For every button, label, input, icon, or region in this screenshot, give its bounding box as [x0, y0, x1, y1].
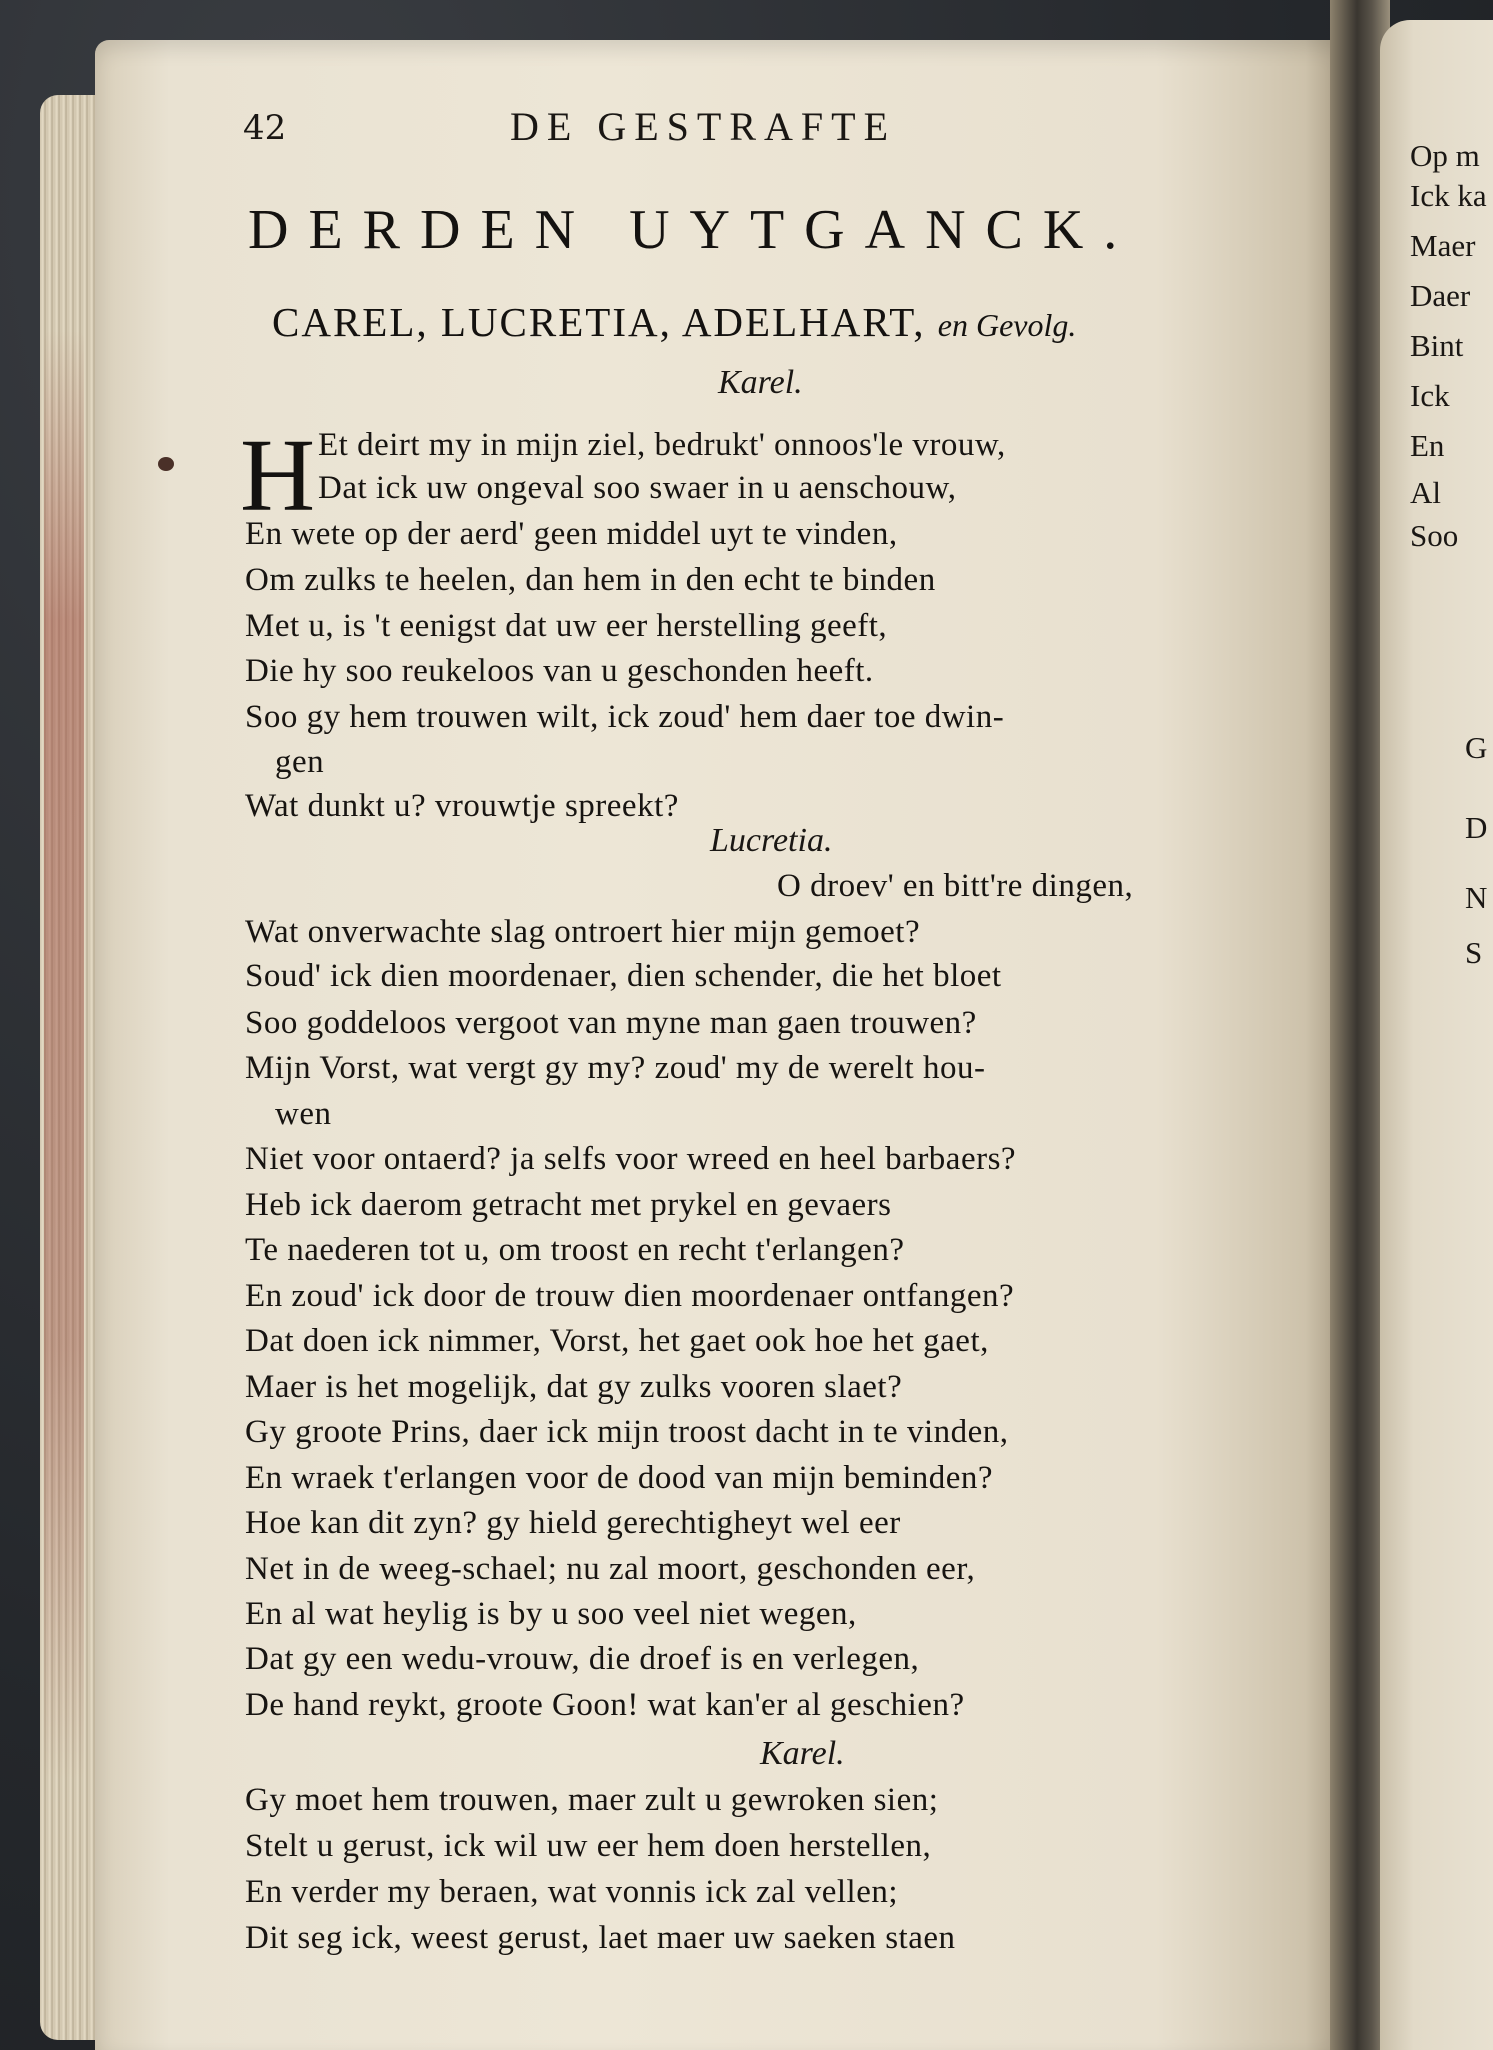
edge-stain [44, 330, 84, 1780]
verse-line: En wete op der aerd' geen middel uyt te vinden, [245, 516, 898, 552]
page-number: 42 [243, 108, 287, 148]
facing-page-fragment: Ick ka [1410, 178, 1487, 213]
verse-line: Maer is het mogelijk, dat gy zulks vooren slaet? [245, 1369, 903, 1405]
verse-line: Heb ick daerom getracht met prykel en gevaers [245, 1187, 892, 1223]
verse-line: Net in de weeg-schael; nu zal moort, geschonden eer, [245, 1551, 976, 1587]
cast-followers: en Gevolg. [937, 307, 1077, 343]
facing-page-fragment: En [1410, 428, 1445, 463]
scene-title: DERDEN UYTGANCK. [248, 199, 1138, 261]
speaker-lucretia: Lucretia. [710, 822, 833, 859]
verse-line: Et deirt my in mijn ziel, bedrukt' onnoos'le vrouw, [318, 427, 1006, 463]
verse-line: En zoud' ick door de trouw dien moordenaer ontfangen? [245, 1278, 1015, 1314]
verse-line: En verder my beraen, wat vonnis ick zal vellen; [245, 1874, 899, 1910]
facing-page-fragment: Maer [1410, 228, 1476, 263]
verse-line: Niet voor ontaerd? ja selfs voor wreed en heel barbaers? [245, 1141, 1017, 1177]
ink-spot [158, 457, 174, 471]
speaker-karel-2: Karel. [760, 1735, 845, 1772]
facing-page [1380, 20, 1493, 2050]
running-title: DE GESTRAFTE [510, 104, 896, 149]
verse-line: Om zulks te heelen, dan hem in den echt te binden [245, 562, 936, 598]
facing-page-fragment: Al [1410, 475, 1441, 510]
verse-line: wen [275, 1096, 332, 1132]
facing-page-fragment: Ick [1410, 378, 1450, 413]
verse-line: Dat ick uw ongeval soo swaer in u aenschouw, [318, 470, 957, 506]
verse-line: Stelt u gerust, ick wil uw eer hem doen herstellen, [245, 1828, 932, 1864]
cast-list [272, 298, 1076, 346]
verse-line: En al wat heylig is by u soo veel niet wegen, [245, 1596, 857, 1632]
verse-line: Dat gy een wedu-vrouw, die droef is en verlegen, [245, 1641, 920, 1677]
verse-line: Soo gy hem trouwen wilt, ick zoud' hem daer toe dwin- [245, 699, 1005, 735]
verse-line: Dit seg ick, weest gerust, laet maer uw saeken staen [245, 1920, 956, 1956]
facing-page-fragment: Soo [1410, 518, 1459, 553]
verse-line: Gy groote Prins, daer ick mijn troost dacht in te vinden, [245, 1414, 1009, 1450]
verse-line: Die hy soo reukeloos van u geschonden heeft. [245, 653, 874, 689]
verse-line: Soo goddeloos vergoot van myne man gaen trouwen? [245, 1005, 977, 1041]
verse-line: gen [275, 744, 325, 780]
facing-page-fragment: N [1465, 880, 1488, 915]
verse-line: Wat dunkt u? vrouwtje spreekt? [245, 788, 679, 824]
verse-line: Gy moet hem trouwen, maer zult u gewroken sien; [245, 1782, 939, 1818]
facing-page-fragment: G [1465, 730, 1488, 765]
verse-line: Soud' ick dien moordenaer, dien schender, die het bloet [245, 958, 1002, 994]
verse-line: O droev' en bitt're dingen, [777, 868, 1134, 904]
facing-page-fragment: Bint [1410, 328, 1464, 363]
verse-line: Wat onverwachte slag ontroert hier mijn gemoet? [245, 914, 921, 950]
verse-line: Te naederen tot u, om troost en recht t'erlangen? [245, 1232, 905, 1268]
facing-page-fragment: S [1465, 935, 1483, 970]
verse-line: De hand reykt, groote Goon! wat kan'er al geschien? [245, 1687, 965, 1723]
facing-page-fragment: D [1465, 810, 1488, 845]
verse-line: Mijn Vorst, wat vergt gy my? zoud' my de werelt hou- [245, 1050, 986, 1086]
verse-line: Hoe kan dit zyn? gy hield gerechtigheyt wel eer [245, 1505, 901, 1541]
verse-line: En wraek t'erlangen voor de dood van mijn beminden? [245, 1460, 994, 1496]
facing-page-fragment: Op m [1410, 138, 1480, 173]
cast-names: CAREL, LUCRETIA, ADELHART, [272, 299, 926, 345]
speaker-karel-1: Karel. [718, 364, 803, 401]
facing-page-fragment: Daer [1410, 278, 1471, 313]
verse-line: Met u, is 't eenigst dat uw eer herstelling geeft, [245, 608, 888, 644]
verse-line: Dat doen ick nimmer, Vorst, het gaet ook hoe het gaet, [245, 1323, 989, 1359]
drop-capital: H [240, 418, 316, 533]
